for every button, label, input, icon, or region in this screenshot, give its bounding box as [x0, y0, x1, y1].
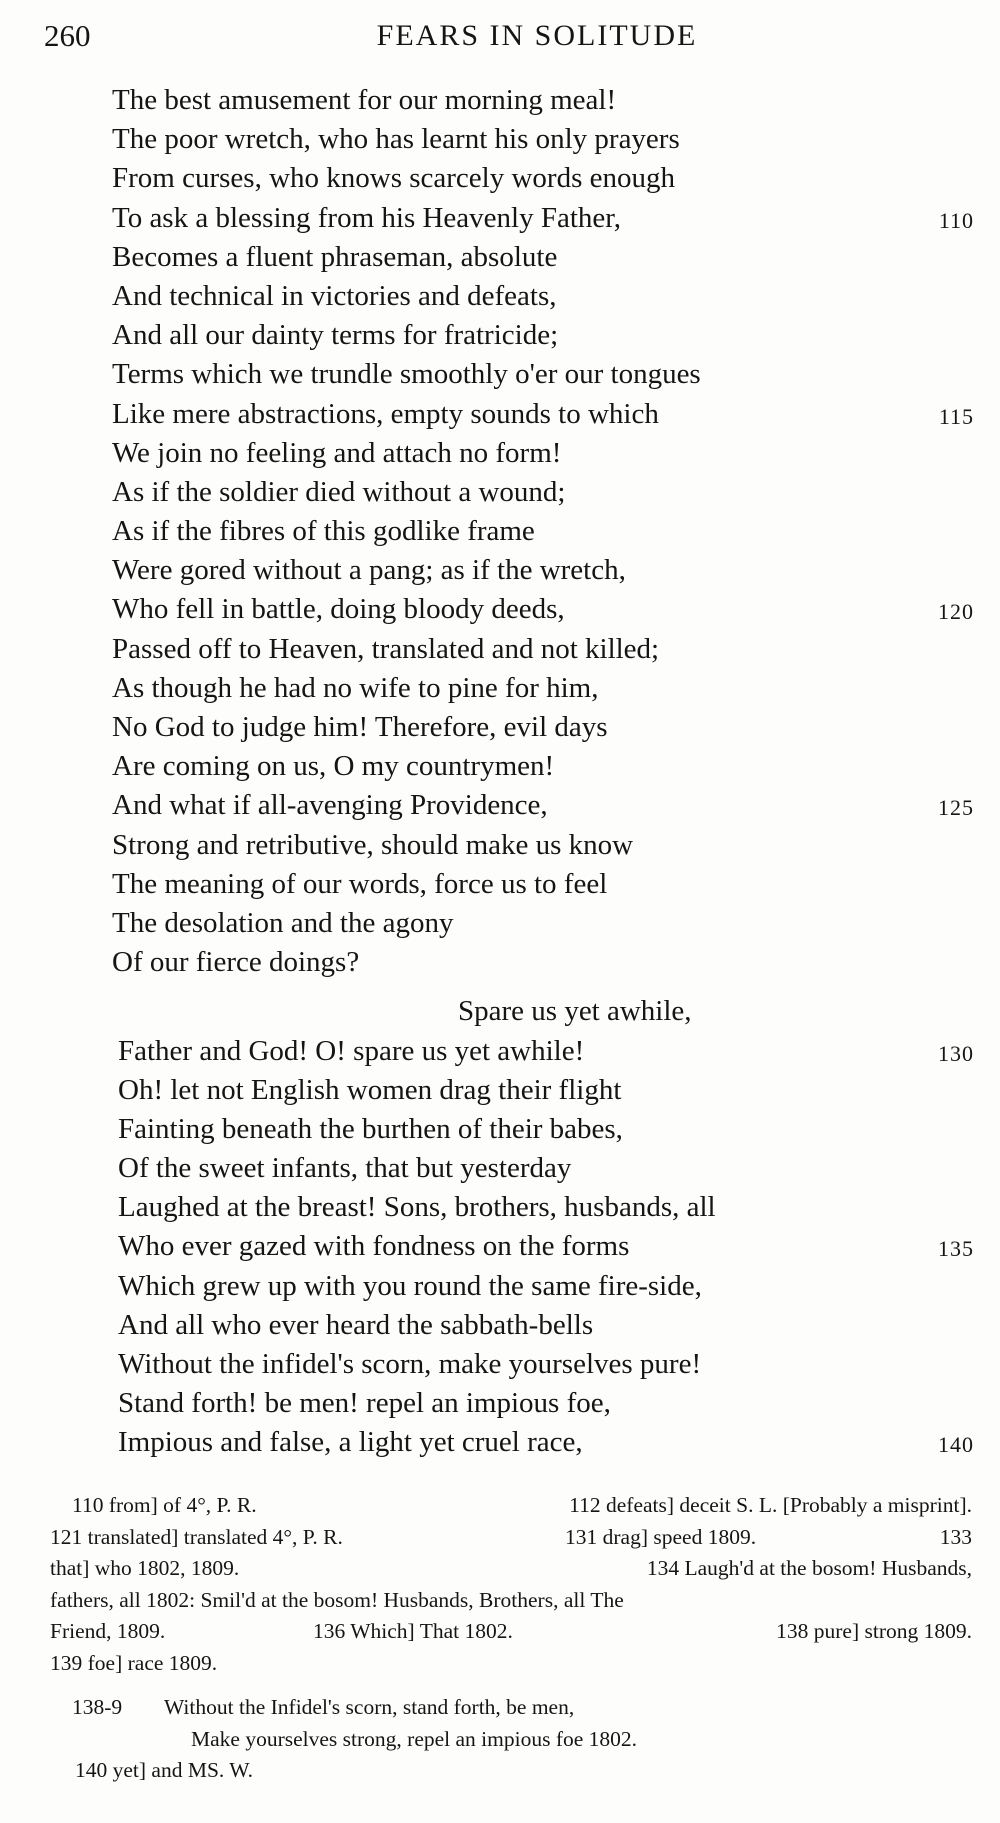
poem-line: Which grew up with you round the same fire-side,	[118, 1269, 702, 1302]
poem-line: Fainting beneath the burthen of their babes,	[118, 1112, 623, 1145]
footnote: 136 Which] That 1802.	[313, 1619, 513, 1643]
footnote-row	[50, 1490, 972, 1522]
poem-line: As though he had no wife to pine for him,	[112, 671, 599, 704]
poem-line: As if the soldier died without a wound;	[112, 475, 566, 508]
poem-line: The best amusement for our morning meal!	[112, 84, 617, 116]
poem-line: Strong and retributive, should make us know	[112, 828, 634, 861]
poem-line: Stand forth! be men! repel an impious foe,	[118, 1387, 611, 1420]
footnote-row	[50, 1648, 972, 1680]
poem-line: The poor wretch, who has learnt his only prayers	[112, 123, 680, 156]
poem-line: And technical in victories and defeats,	[112, 279, 557, 312]
poem-line: Without the infidel's scorn, make yourselves pure!	[118, 1348, 702, 1380]
poem-text	[112, 81, 974, 1463]
page-header	[42, 16, 972, 56]
poem-line: Oh! let not English women drag their flight	[118, 1073, 622, 1106]
running-title: FEARS IN SOLITUDE	[376, 19, 698, 52]
line-number: 130	[938, 1040, 974, 1066]
line-number: 110	[938, 207, 974, 233]
footnote: 139 foe] race 1809.	[50, 1650, 218, 1675]
variant-line-number: 138-9	[72, 1695, 123, 1719]
poem-line: And all our dainty terms for fratricide;	[112, 319, 559, 352]
poem-line: Impious and false, a light yet cruel race, 140	[112, 1423, 974, 1462]
footnotes	[50, 1490, 972, 1679]
poem-line: Terms which we trundle smoothly o'er our tongues	[112, 358, 701, 391]
poem-line: To ask a blessing from his Heavenly Father, 110	[112, 199, 974, 238]
poem-line: Of our fierce doings?	[112, 946, 360, 979]
footnote: Friend, 1809.	[50, 1619, 166, 1643]
poem-line: Are coming on us, O my countrymen!	[112, 750, 555, 783]
footnote: 140 yet] and MS. W.	[75, 1758, 253, 1782]
variant-line: Without the Infidel's scorn, stand forth, be men,	[164, 1695, 575, 1719]
poem-line: The desolation and the agony	[112, 906, 454, 939]
poem-line: We join no feeling and attach no form!	[112, 436, 562, 469]
footnote: 121 translated] translated 4°, P. R.	[50, 1524, 343, 1549]
stanza-break	[112, 982, 974, 992]
footnote: 112 defeats] deceit S. L. [Probably a misprint].	[569, 1493, 972, 1517]
poem-line: Becomes a fluent phraseman, absolute	[112, 240, 558, 273]
poem-line: No God to judge him! Therefore, evil days	[112, 711, 608, 743]
variant-reading	[72, 1692, 972, 1787]
poem-line: Laughed at the breast! Sons, brothers, husbands, all	[118, 1191, 716, 1224]
poem-line: Of the sweet infants, that but yesterday	[118, 1152, 572, 1185]
variant-line: Make yourselves strong, repel an impious foe 1802.	[191, 1726, 638, 1751]
poem-line: Like mere abstractions, empty sounds to which 115	[112, 395, 974, 434]
page-number: 260	[44, 18, 91, 53]
poem-line: Passed off to Heaven, translated and not killed;	[112, 632, 660, 665]
line-number: 115	[938, 403, 974, 429]
poem-line: Father and God! O! spare us yet awhile! 130	[112, 1032, 974, 1071]
footnote: 131 drag] speed 1809.	[565, 1524, 757, 1549]
line-number: 120	[938, 599, 974, 625]
footnote-row	[50, 1522, 972, 1554]
poem-line: Who fell in battle, doing bloody deeds, 120	[112, 590, 974, 629]
poem-line: Were gored without a pang; as if the wretch,	[112, 554, 626, 587]
poem-line: Who ever gazed with fondness on the forms 135	[112, 1227, 974, 1266]
line-number: 140	[938, 1432, 974, 1458]
poem-line: And all who ever heard the sabbath-bells	[118, 1308, 594, 1341]
poem-line: Spare us yet awhile,	[458, 995, 692, 1028]
poem-line: The meaning of our words, force us to feel	[112, 867, 608, 900]
line-number: 135	[938, 1236, 974, 1262]
line-number: 125	[938, 795, 974, 821]
footnote: 133	[939, 1524, 972, 1549]
footnote-row	[50, 1616, 972, 1648]
footnote: 110 from] of 4°, P. R.	[72, 1493, 257, 1517]
footnote-row	[50, 1585, 972, 1617]
footnote: 138 pure] strong 1809.	[776, 1619, 972, 1643]
poem-line: From curses, who knows scarcely words enough	[112, 162, 675, 195]
footnote: fathers, all 1802: Smil'd at the bosom! Husbands, Brothers, all The	[50, 1587, 624, 1612]
footnote: that] who 1802, 1809.	[50, 1556, 240, 1580]
footnote-row	[50, 1553, 972, 1585]
footnote: 134 Laugh'd at the bosom! Husbands,	[646, 1556, 972, 1580]
poem-line: And what if all-avenging Providence, 125	[112, 786, 974, 825]
poem-line: As if the fibres of this godlike frame	[112, 515, 535, 548]
